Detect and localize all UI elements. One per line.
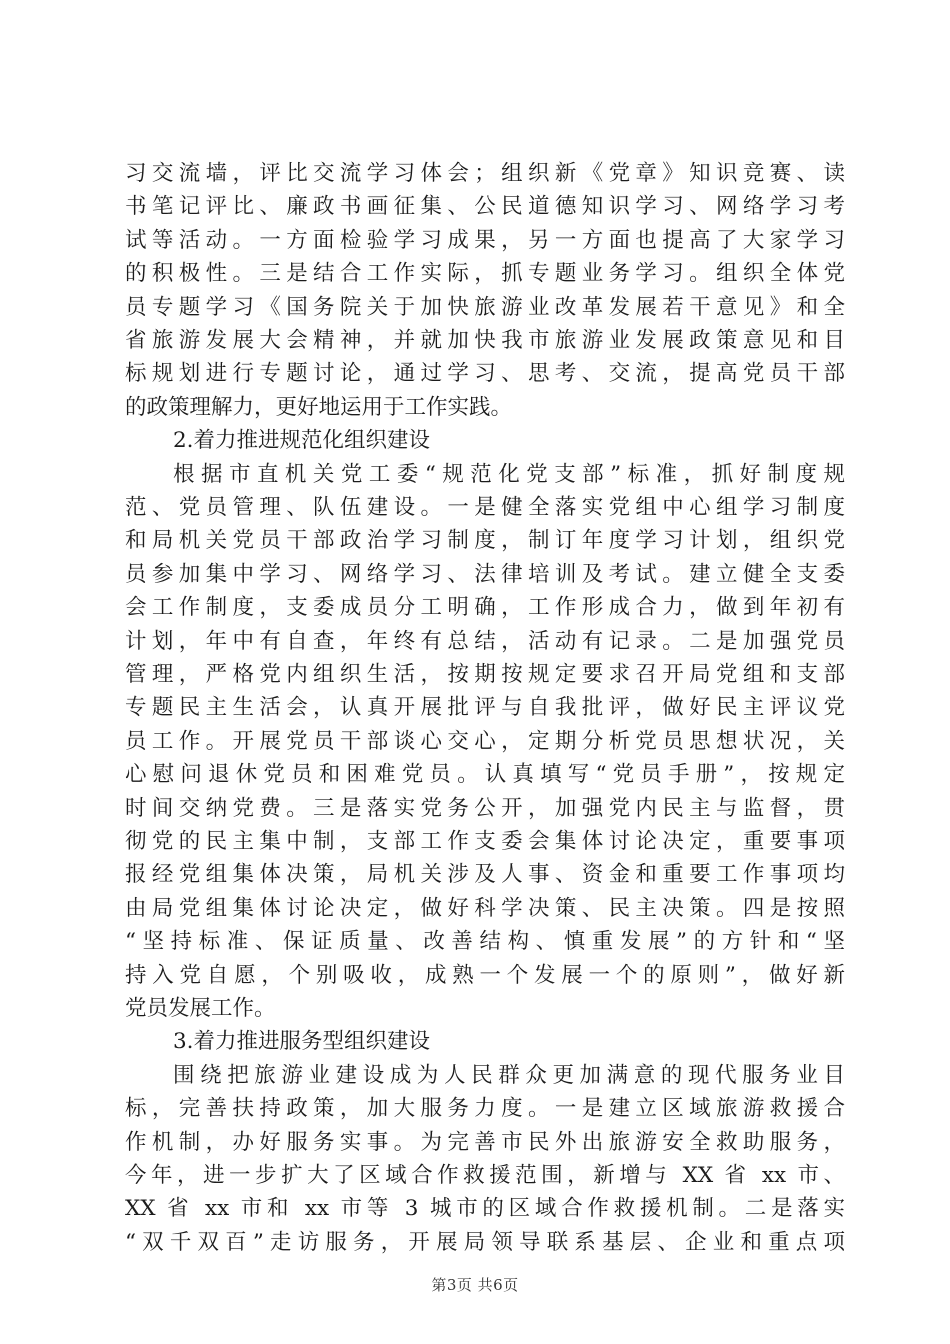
text-line: 由局党组集体讨论决定，做好科学决策、民主决策。四是按照	[125, 895, 845, 921]
text-line: “坚持标准、保证质量、改善结构、慎重发展”的方针和“坚	[125, 929, 845, 955]
text-line: 的积极性。三是结合工作实际，抓专题业务学习。组织全体党	[125, 261, 845, 287]
text-line: 习交流墙，评比交流学习体会；组织新《党章》知识竞赛、读	[125, 161, 845, 186]
page-number-footer: 第3页 共6页	[431, 1276, 519, 1294]
text-line: 的政策理解力，更好地运用于工作实践。	[125, 394, 513, 420]
section-heading: 3.着力推进服务型组织建设	[173, 1029, 431, 1055]
text-line: 作机制，办好服务实事。为完善市民外出旅游安全救助服务，	[125, 1129, 845, 1155]
section-heading: 2.着力推进规范化组织建设	[173, 428, 431, 454]
text-line: 计划，年中有自查，年终有总结，活动有记录。二是加强党员	[125, 628, 845, 654]
text-line: 时间交纳党费。三是落实党务公开，加强党内民主与监督，贯	[125, 795, 845, 821]
text-line: 员专题学习《国务院关于加快旅游业改革发展若干意见》和全	[125, 294, 845, 320]
text-line: 试等活动。一方面检验学习成果，另一方面也提高了大家学习	[125, 227, 845, 253]
text-line: 和局机关党员干部政治学习制度，制订年度学习计划，组织党	[125, 528, 845, 554]
text-line: 标规划进行专题讨论，通过学习、思考、交流，提高党员干部	[125, 361, 845, 387]
text-line: 会工作制度，支委成员分工明确，工作形成合力，做到年初有	[125, 595, 845, 621]
text-line: 党员发展工作。	[125, 996, 276, 1021]
text-line: 书笔记评比、廉政书画征集、公民道德知识学习、网络学习考	[125, 194, 845, 220]
text-line: 持入党自愿，个别吸收，成熟一个发展一个的原则”，做好新	[125, 962, 845, 988]
text-line: XX 省 xx 市和 xx 市等 3 城市的区域合作救援机制。二是落实	[125, 1196, 845, 1222]
text-line: 专题民主生活会，认真开展批评与自我批评，做好民主评议党	[125, 695, 845, 721]
text-line: 省旅游发展大会精神，并就加快我市旅游业发展政策意见和目	[125, 328, 845, 353]
paragraph-first-line: 根据市直机关党工委“规范化党支部”标准，抓好制度规	[173, 461, 845, 487]
text-line: 今年，进一步扩大了区域合作救援范围，新增与 XX 省 xx 市、	[125, 1163, 845, 1188]
text-line: 报经党组集体决策，局机关涉及人事、资金和重要工作事项均	[125, 862, 845, 888]
text-line: 心慰问退休党员和困难党员。认真填写“党员手册”，按规定	[125, 762, 845, 788]
text-line: 范、党员管理、队伍建设。一是健全落实党组中心组学习制度	[125, 495, 845, 520]
text-line: 管理，严格党内组织生活，按期按规定要求召开局党组和支部	[125, 662, 845, 687]
text-line: 员工作。开展党员干部谈心交心，定期分析党员思想状况，关	[125, 728, 845, 754]
text-line: 标，完善扶持政策，加大服务力度。一是建立区域旅游救援合	[125, 1096, 845, 1122]
text-line: “双千双百”走访服务，开展局领导联系基层、企业和重点项	[125, 1229, 845, 1255]
text-line: 员参加集中学习、网络学习、法律培训及考试。建立健全支委	[125, 561, 845, 587]
text-line: 彻党的民主集中制，支部工作支委会集体讨论决定，重要事项	[125, 829, 845, 854]
paragraph-first-line: 围绕把旅游业建设成为人民群众更加满意的现代服务业目	[173, 1062, 845, 1088]
